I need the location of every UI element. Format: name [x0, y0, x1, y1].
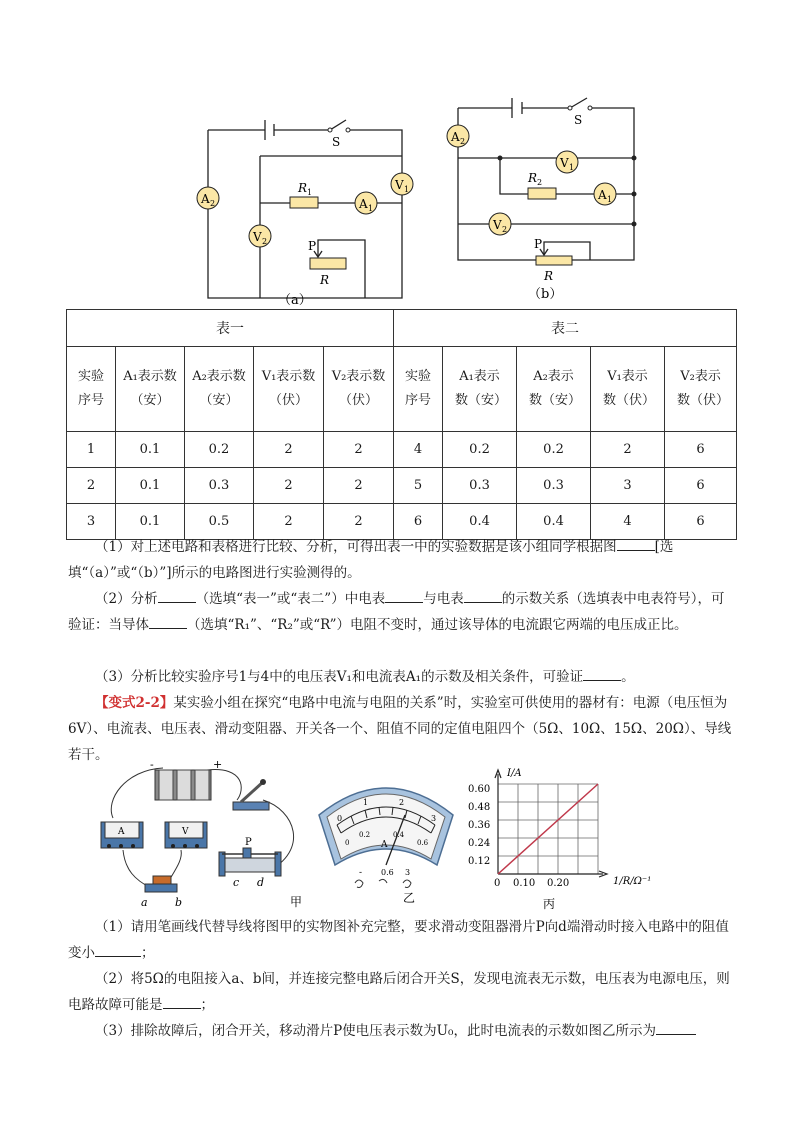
table-row: 3 0.1 0.5 2 2 6 0.4 0.4 4 6: [67, 504, 737, 540]
y-axis-label: I/A: [507, 768, 522, 779]
svg-text:A: A: [118, 827, 125, 837]
svg-text:c: c: [233, 876, 240, 889]
svg-text:2: 2: [262, 237, 268, 246]
header-cell: A₁表示数（安）: [443, 347, 517, 432]
voltmeter: [165, 822, 207, 848]
header-cell: 实验序号: [67, 347, 116, 432]
svg-text:0.6: 0.6: [417, 839, 429, 847]
variant-question-2: （2）将5Ω的电阻接入a、b间，并连接完整电路后闭合开关S，发现电流表无示数，电压表为电源电压，则电路故障可能是 ；: [68, 971, 730, 1013]
svg-text:1: 1: [569, 163, 575, 172]
svg-text:1: 1: [404, 185, 410, 194]
svg-text:R: R: [544, 269, 554, 283]
ammeter-a1: [594, 183, 616, 205]
x-tick-label: 0.10: [513, 878, 536, 889]
data-table: [66, 309, 737, 540]
answer-blank[interactable]: [583, 666, 621, 681]
answer-blank[interactable]: [385, 588, 423, 603]
header-cell: V₁表示数（伏）: [591, 347, 665, 432]
svg-text:R: R: [320, 273, 330, 287]
svg-text:S: S: [574, 113, 583, 127]
y-tick-label: 0.24: [468, 838, 491, 849]
x-tick-label: 0: [494, 878, 501, 889]
answer-blank[interactable]: [464, 588, 502, 603]
svg-text:1: 1: [368, 204, 374, 213]
answer-blank[interactable]: [656, 1020, 696, 1035]
caption-bing: 丙: [543, 897, 556, 911]
header-cell: V₂表示数（伏）: [665, 347, 737, 432]
question-3: （3）分析比较实验序号1与4中的电压表V₁和电流表A₁的示数及相关条件，可验证 。: [68, 664, 734, 690]
ammeter-a2: [447, 125, 469, 147]
header-cell: A₂表示数（安）: [517, 347, 591, 432]
figure-bing-graph: [463, 762, 663, 912]
answer-blank[interactable]: [158, 588, 196, 603]
svg-text:1: 1: [607, 195, 613, 204]
resistor-r1: [290, 197, 318, 208]
svg-text:0: 0: [337, 814, 343, 823]
svg-text:b: b: [175, 896, 183, 909]
svg-text:2: 2: [210, 199, 216, 208]
resistor-r2: [528, 188, 556, 199]
svg-text:0.2: 0.2: [359, 831, 371, 839]
svg-text:A: A: [451, 130, 460, 144]
rheostat: [310, 258, 346, 269]
circuit-b: [440, 90, 650, 302]
svg-text:+: +: [213, 760, 223, 771]
variant-question-1: （1）请用笔画线代替导线将图甲的实物图补充完整，要求滑动变阻器滑片P向d端滑动时接入电路中的阻值变小 ；: [68, 919, 729, 961]
svg-text:3: 3: [431, 814, 437, 823]
ammeter: [101, 822, 143, 848]
figure-yi-ammeter-dial: [313, 775, 459, 905]
header-cell: V₂表示数（伏）: [324, 347, 394, 432]
question-2: （2）分析 （选填“表一”或“表二”）中电表 与电表 的示数关系（选填表中电表符号），可验证：当导体 （选填“R₁”、“R₂”或“R”）电阻不变时，通过该导体的电流跟它两端的电压成正比。: [68, 586, 734, 638]
fixed-resistor: [145, 876, 177, 892]
table-row: 2 0.1 0.3 2 2 5 0.3 0.3 3 6: [67, 468, 737, 504]
voltmeter-v2: [249, 225, 271, 247]
svg-text:P: P: [308, 239, 317, 253]
caption-jia: 甲: [290, 895, 303, 909]
svg-text:A: A: [598, 188, 607, 202]
sliding-rheostat: [219, 848, 281, 876]
caption-a: （a）: [278, 293, 312, 308]
svg-text:P: P: [534, 237, 543, 251]
svg-text:0.4: 0.4: [393, 831, 405, 839]
y-tick-label: 0.60: [468, 784, 491, 795]
svg-text:3: 3: [405, 868, 411, 877]
svg-text:0.6: 0.6: [381, 868, 394, 877]
knife-switch: [233, 779, 269, 810]
variant-tag: 【变式2-2】: [95, 695, 174, 711]
caption-b: （b）: [528, 287, 563, 302]
svg-text:a: a: [141, 896, 148, 909]
answer-blank[interactable]: [149, 614, 187, 629]
svg-text:R: R: [528, 171, 538, 185]
svg-text:-: -: [359, 868, 363, 878]
table2-title: 表二: [394, 310, 737, 347]
svg-text:V: V: [253, 230, 262, 244]
header-cell: A₁表示数（安）: [116, 347, 185, 432]
y-tick-label: 0.36: [468, 820, 491, 831]
svg-text:0: 0: [345, 839, 350, 847]
svg-text:V: V: [493, 218, 502, 232]
svg-text:2: 2: [502, 225, 508, 234]
svg-text:V: V: [395, 178, 404, 192]
svg-text:2: 2: [537, 178, 543, 187]
ammeter-a1: [355, 192, 377, 214]
battery-pack: [155, 770, 211, 800]
x-tick-labels: [494, 878, 569, 889]
caption-yi: 乙: [403, 891, 416, 905]
table1-title: 表一: [67, 310, 394, 347]
svg-text:V: V: [182, 827, 189, 837]
answer-blank[interactable]: [95, 942, 141, 957]
figure-jia-apparatus: [95, 760, 310, 910]
svg-text:R: R: [298, 181, 308, 195]
y-tick-labels: [468, 784, 490, 867]
svg-text:-: -: [150, 760, 154, 771]
y-tick-label: 0.12: [468, 856, 491, 867]
variant-question-3: （3）排除故障后，闭合开关，移动滑片P使电压表示数为U₀，此时电流表的示数如图乙所示为: [68, 1018, 734, 1044]
switch-label: S: [332, 135, 341, 149]
svg-text:A: A: [359, 197, 368, 211]
voltmeter-v1: [391, 173, 413, 195]
svg-text:2: 2: [399, 798, 405, 807]
svg-text:1: 1: [307, 188, 313, 197]
data-line: [498, 784, 598, 874]
answer-blank[interactable]: [163, 994, 201, 1009]
x-tick-label: 0.20: [547, 878, 570, 889]
question-1: （1）对上述电路和表格进行比较、分析，可得出表一中的实验数据是该小组同学根据图 [选填“（a）”或“（b）”]所示的电路图进行实验测得的。: [68, 534, 734, 586]
voltmeter-v1: [556, 151, 578, 173]
variant-intro: 【变式2-2】某实验小组在探究“电路中电流与电阻的关系”时，实验室可供使用的器材有：电源（电压恒为6V）、电流表、电压表、滑动变阻器、开关各一个、阻值不同的定值电阻四个（5Ω、10Ω、15Ω、20Ω）、导线若干。: [68, 695, 732, 763]
ammeter-a2: [197, 187, 219, 209]
svg-text:2: 2: [460, 137, 466, 146]
header-cell: A₂表示数（安）: [185, 347, 254, 432]
y-tick-label: 0.48: [468, 802, 491, 813]
x-axis-label: 1/R/Ω⁻¹: [613, 876, 652, 887]
svg-text:P: P: [245, 837, 252, 848]
circuit-a: [190, 108, 420, 308]
table-row: 1 0.1 0.2 2 2 4 0.2 0.2 2 6: [67, 432, 737, 468]
svg-text:1: 1: [363, 798, 369, 807]
svg-text:A: A: [201, 192, 210, 206]
svg-text:d: d: [257, 876, 265, 889]
header-cell: 实验序号: [394, 347, 443, 432]
header-cell: V₁表示数（伏）: [254, 347, 324, 432]
answer-blank[interactable]: [617, 536, 655, 551]
svg-text:A: A: [381, 840, 388, 850]
svg-text:V: V: [560, 156, 569, 170]
voltmeter-v2: [489, 213, 511, 235]
rheostat: [536, 256, 572, 265]
